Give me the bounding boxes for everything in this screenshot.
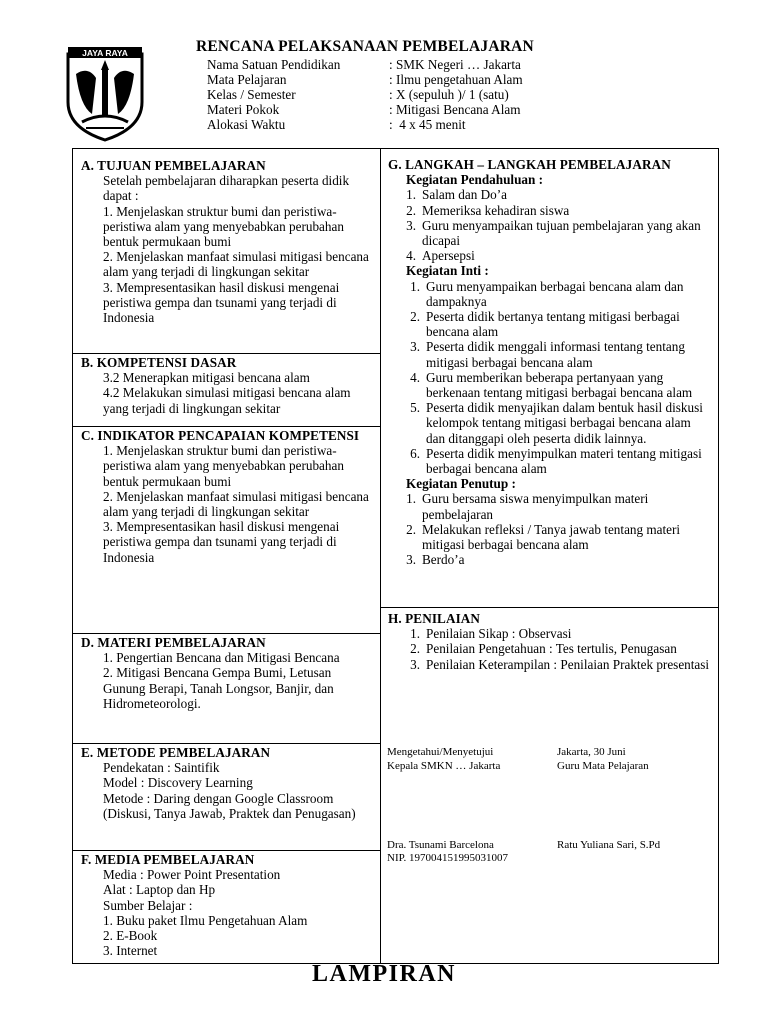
section-f-line: 2. E-Book (103, 928, 158, 944)
identity-row (207, 57, 523, 72)
list-item-number: 4. (410, 369, 420, 385)
list-item-number: 2. (410, 309, 420, 325)
sig-right-line1: Jakarta, 30 Juni (557, 746, 626, 758)
list-item-text: Peserta didik menyimpulkan materi tentang mitigasi berbagai bencana alam (426, 445, 702, 477)
list-item-text: Penilaian Keterampilan : Penilaian Praktek presentasi (426, 656, 710, 672)
list-item (400, 552, 713, 567)
list-item (400, 248, 713, 263)
list-item (404, 339, 713, 369)
section-d-materi (72, 633, 381, 744)
identity-value: : X (sepuluh )/ 1 (satu) (389, 87, 509, 102)
list-item-text: Berdo’a (422, 552, 465, 568)
list-item-text: Apersepsi (422, 248, 475, 264)
section-c-title: C. INDIKATOR PENCAPAIAN KOMPETENSI (81, 428, 360, 443)
list-item (400, 218, 713, 248)
list-item-number: 3. (410, 339, 420, 355)
section-g-langkah (380, 148, 719, 608)
section-e-line: Pendekatan : Saintifik (103, 760, 220, 776)
section-a-title: A. TUJUAN PEMBELAJARAN (81, 158, 266, 173)
identity-row (207, 87, 523, 102)
list-item-text: Penilaian Sikap : Observasi (426, 626, 572, 642)
section-c-item: 2. Menjelaskan manfaat simulasi mitigasi bencana alam yang terjadi di lingkungan sekitar (103, 488, 369, 520)
list-item-text: Guru menyampaikan berbagai bencana alam dan dampaknya (426, 278, 684, 309)
list-item-text: Melakukan refleksi / Tanya jawab tentang materi mitigasi berbagai bencana alam (422, 521, 681, 553)
sig-left-line1: Mengetahui/Menyetujui (387, 746, 494, 758)
identity-label: Mata Pelajaran (207, 72, 287, 87)
document-title: RENCANA PELAKSANAAN PEMBELAJARAN (196, 38, 534, 55)
section-d-item: 1. Pengertian Bencana dan Mitigasi Bencana (103, 650, 340, 666)
section-a-item: 3. Mempresentasikan hasil diskusi mengenai peristiwa gempa dan tsunami yang terjadi di Indonesia (103, 279, 340, 326)
pendahuluan-label: Kegiatan Pendahuluan : (406, 172, 544, 188)
list-item-number: 2. (406, 521, 416, 537)
section-f-title: F. MEDIA PEMBELAJARAN (81, 852, 255, 867)
list-item-number: 3. (406, 552, 416, 568)
list-item-text: Peserta didik bertanya tentang mitigasi berbagai bencana alam (426, 309, 680, 340)
section-e-line: Model : Discovery Learning (103, 775, 253, 791)
inti-list (388, 279, 713, 477)
sig-right-name: Ratu Yuliana Sari, S.Pd (557, 839, 661, 851)
list-item (404, 641, 713, 656)
list-item-number: 6. (410, 445, 420, 461)
identity-value: : Mitigasi Bencana Alam (389, 102, 521, 117)
list-item-number: 2. (410, 641, 420, 657)
identity-label: Alokasi Waktu (207, 117, 286, 132)
penutup-label: Kegiatan Penutup : (406, 476, 516, 492)
list-item (404, 657, 713, 672)
sig-left-line2: Kepala SMKN … Jakarta (387, 760, 501, 772)
list-item (404, 446, 713, 476)
identity-label: Materi Pokok (207, 102, 280, 117)
list-item (400, 522, 713, 552)
identity-row (207, 72, 523, 87)
section-b-item: 4.2 Melakukan simulasi mitigasi bencana alam yang terjadi di lingkungan sekitar (103, 385, 351, 416)
list-item-number: 3. (406, 217, 416, 233)
section-f-line: 1. Buku paket Ilmu Pengetahuan Alam (103, 912, 308, 928)
section-e-line: Metode : Daring dengan Google Classroom (Diskusi, Tanya Jawab, Praktek dan Penugasan) (103, 790, 356, 821)
lampiran-heading: LAMPIRAN (312, 961, 456, 987)
identity-row (207, 102, 523, 117)
list-item-text: Peserta didik menyajikan dalam bentuk hasil diskusi kelompok tentang mitigasi berbagai bencana alam dan ditanggapi oleh peserta didik lainnya. (426, 400, 703, 446)
list-item-number: 3. (410, 656, 420, 672)
list-item-number: 4. (406, 248, 416, 264)
identity-value: : 4 x 45 menit (389, 117, 466, 132)
list-item (404, 370, 713, 400)
identity-table (207, 57, 523, 132)
section-c-item: 3. Mempresentasikan hasil diskusi mengenai peristiwa gempa dan tsunami yang terjadi di Indonesia (103, 519, 340, 565)
section-d-title: D. MATERI PEMBELAJARAN (81, 635, 266, 650)
pendahuluan-list (388, 187, 713, 263)
section-c-item: 1. Menjelaskan struktur bumi dan peristiwa-peristiwa alam yang menyebabkan perubahan bentuk permukaan bumi (103, 443, 344, 489)
section-e-metode (72, 743, 381, 851)
section-b-title: B. KOMPETENSI DASAR (81, 355, 237, 370)
section-f-line: Alat : Laptop dan Hp (103, 882, 216, 898)
list-item-number: 1. (410, 278, 420, 294)
list-item-text: Guru memberikan beberapa pertanyaan yang berkenaan tentang mitigasi berbagai bencana alam (426, 369, 693, 401)
list-item-text: Guru bersama siswa menyimpulkan materi pembelajaran (422, 491, 649, 522)
section-b-kompetensi-dasar (72, 353, 381, 427)
list-item-text: Memeriksa kehadiran siswa (422, 202, 570, 218)
penutup-list (388, 491, 713, 567)
list-item-number: 1. (406, 491, 416, 507)
list-item (400, 203, 713, 218)
sig-left-nip: NIP. 197004151995031007 (387, 852, 509, 864)
inti-label: Kegiatan Inti : (406, 263, 489, 279)
identity-value: : SMK Negeri … Jakarta (389, 57, 521, 72)
section-a-intro: Setelah pembelajaran diharapkan peserta didik dapat : (103, 173, 350, 204)
list-item-number: 5. (410, 400, 420, 416)
jaya-raya-logo (62, 44, 148, 144)
section-a-tujuan (72, 148, 381, 354)
section-e-title: E. METODE PEMBELAJARAN (81, 745, 271, 760)
signature-block (387, 746, 717, 866)
section-a-item: 2. Menjelaskan manfaat simulasi mitigasi bencana alam yang terjadi di lingkungan sekitar (103, 249, 369, 280)
list-item (404, 279, 713, 309)
identity-value: : Ilmu pengetahuan Alam (389, 72, 523, 87)
list-item (400, 491, 713, 521)
identity-label: Nama Satuan Pendidikan (207, 57, 341, 72)
list-item-text: Peserta didik menggali informasi tentang tentang mitigasi berbagai bencana alam (426, 339, 685, 370)
list-item (404, 309, 713, 339)
section-c-indikator (72, 426, 381, 634)
penilaian-list (388, 626, 713, 672)
list-item-number: 2. (406, 202, 416, 218)
section-f-line: Sumber Belajar : (103, 897, 193, 913)
list-item-number: 1. (410, 626, 420, 642)
section-h-penilaian (380, 608, 719, 738)
identity-label: Kelas / Semester (207, 87, 296, 102)
sig-left-name: Dra. Tsunami Barcelona (387, 839, 494, 851)
list-item (404, 400, 713, 446)
section-g-title: G. LANGKAH – LANGKAH PEMBELAJARAN (388, 157, 671, 172)
section-d-item: 2. Mitigasi Bencana Gempa Bumi, Letusan Gunung Berapi, Tanah Longsor, Banjir, dan Hidrometeorologi. (103, 665, 334, 711)
section-b-item: 3.2 Menerapkan mitigasi bencana alam (103, 370, 310, 386)
section-f-line: 3. Internet (103, 943, 158, 959)
section-a-item: 1. Menjelaskan struktur bumi dan peristiwa-peristiwa alam yang menyebabkan perubahan bentuk permukaan bumi (103, 203, 344, 250)
section-h-title: H. PENILAIAN (388, 611, 481, 626)
list-item-number: 1. (406, 187, 416, 203)
list-item-text: Salam dan Do’a (422, 187, 507, 203)
section-f-line: Media : Power Point Presentation (103, 867, 281, 883)
logo-text: JAYA RAYA (82, 48, 128, 58)
list-item-text: Guru menyampaikan tujuan pembelajaran yang akan dicapai (422, 217, 701, 249)
list-item-text: Penilaian Pengetahuan : Tes tertulis, Penugasan (426, 641, 677, 657)
list-item (404, 626, 713, 641)
section-f-media (72, 850, 381, 964)
list-item (400, 187, 713, 202)
sig-right-line2: Guru Mata Pelajaran (557, 760, 649, 772)
identity-row (207, 117, 523, 132)
